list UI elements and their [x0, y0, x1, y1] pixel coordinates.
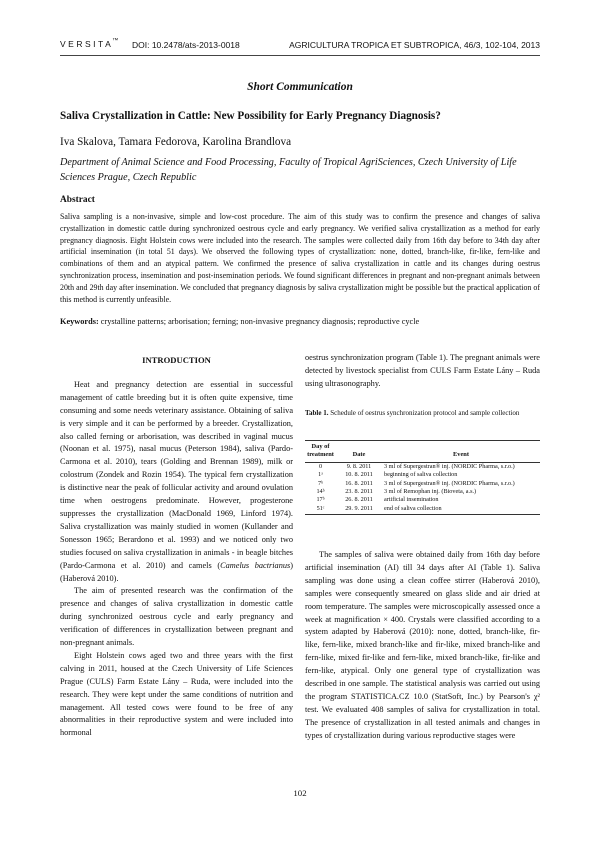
article-title: Saliva Crystallization in Cattle: New Possibility for Early Pregnancy Diagnosis? — [60, 110, 441, 122]
publisher-logo: VERSITA™ — [60, 38, 121, 49]
keywords — [60, 317, 540, 326]
table-row: 14ᵇ 23. 8. 2011 3 ml of Remophan inj. (Bioveta, a.s.) — [316, 488, 477, 496]
page-number: 102 — [293, 788, 307, 798]
table-header-cell: Day of treatment — [305, 441, 336, 463]
article-type: Short Communication — [247, 81, 353, 93]
table-row: 0 9. 8. 2011 3 ml of Supergestran® inj. (NORDIC Pharma, s.r.o.) — [318, 462, 515, 470]
right-column-top — [305, 352, 540, 391]
author-list: Iva Skalova, Tamara Fedorova, Karolina Brandlova — [60, 136, 292, 148]
table-row: 51ᶜ 29. 9. 2011 end of saliva collection — [305, 505, 540, 515]
doi-text: DOI: 10.2478/ats-2013-0018 — [132, 40, 240, 50]
table-row: 17ᵇ 26. 8. 2011 artificial insemination — [316, 496, 439, 504]
keywords-label: Keywords: — [60, 317, 99, 326]
paragraph: Heat and pregnancy detection are essential in successful management of cattle breeding but it is often quite expensive, time consuming and some needs veterinary assistance. Obtaining of saliva is very simple and it can be performed by a breeder. Crystallization, also called ferning or arborisation, was described in vaginal mucus (Noonan et al. 1975), nasal mucus (Peterson 1984), saliva (Pardo-Carmona et al. 2010), tears (Golding and Brennan 1989), milk or colostrum (Zondek and Rozin 1954). The typical fern crystallization is distinctive near the peak of follicular activity and around ovulation time when oestrogens predominate. However, progesterone suppresses the crystallization (MacDonald 1969, Linford 1974). Saliva crystallization was mainly studied in women (Kullander and Sonesson 1965; Berardono et al. 1993) and we noticed only two studies focused on saliva crystallization in animals - in beagle bitches (Pardo-Carmona et al. 2010) and camels (Camelus bactrianus) (Haberová 2010). — [60, 379, 293, 583]
paragraph-continued: oestrus synchronization program (Table 1). The pregnant animals were detected by livestock specialist from CULS Farm Estate Lány – Ruda using ultrasonography. — [305, 353, 540, 388]
table-row: 1ᵃ 10. 8. 2011 beginning of saliva collection — [318, 471, 458, 479]
section-heading-introduction: INTRODUCTION — [142, 355, 211, 365]
right-column-bottom — [305, 549, 540, 743]
running-header — [60, 37, 540, 53]
table-header-cell: Event — [382, 441, 540, 463]
paragraph: The samples of saliva were obtained daily from 16th day before artificial insemination (AI) till 34 days after AI (Table 1). Saliva sampling was done using a clean coffee stirrer (Haberová 2010), samples were consequently smeared on glass slide and air dried at room temperature. The samples were microscopically assessed once a week at magnification × 400. Crystals were classified according to a system adapted by Haberová (2010): none, dotted, branch-like, fir-like, fern-like, mixed branch-like and fir-like, mixed branch-like and fern-like, mixed fir-like and fern-like, mixed branch-like, fir-like and fern-like, atypical. Only one general type of crystallization was described in one sample. The statistical analysis was carried out using the program STATISTICA.CZ 10.0 (StatSoft, Inc.) by Pearson's χ² test. We evaluated 408 samples of saliva for crystallization in total. The presence of crystallization in all tested animals and changes in types of crystallization during various reproductive stages were — [305, 550, 540, 740]
header-divider — [60, 55, 540, 56]
abstract-text: Saliva sampling is a non-invasive, simple and low-cost procedure. The aim of this study was to confirm the presence and changes of saliva crystallization in domestic cattle during synchronized oestrous cycle and early pregnancy. We verified saliva crystallization as a method for early pregnancy diagnosis. Eight Holstein cows were included into the research. The samples were collected daily from 16th day before to 34th day after artificial insemination (in total 51 days). We observed the following types of crystallization: none, dotted, branch-like, fir-like, fern-like and combinations of them and an atypical pattern. We confirmed the presence of saliva crystallization in cattle and its changes during oestrus synchronization process, insemination and post-insemination periods. We found significant differences in pregnant and non-pregnant animals between 20th and 29th day after insemination. We concluded that pregnancy diagnosis by saliva crystallization might be possible but the practical application of this method is currently unfeasible. — [60, 212, 540, 304]
paragraph: The aim of presented research was the confirmation of the presence and changes of saliva crystallization in domestic cattle during synchronized oestrous cycle and early pregnancy and verification of differences in crystallization between pregnant and non-pregnant animals. — [60, 586, 293, 648]
table-header-row — [305, 441, 540, 463]
left-column — [60, 354, 293, 740]
table-row: 7ᵇ 16. 8. 2011 3 ml of Supergestran® inj. (NORDIC Pharma, s.r.o.) — [317, 479, 515, 487]
keywords-list: crystalline patterns; arborisation; ferning; non-invasive pregnancy diagnosis; reproductive cycle — [100, 317, 420, 326]
table-caption: Table 1. Schedule of oestrus synchronization protocol and sample collection — [305, 409, 520, 417]
table-header-cell: Date — [336, 441, 382, 463]
schedule-table — [305, 440, 540, 515]
paragraph: Eight Holstein cows aged two and three years with the first calving in 2011, housed at the Czech University of Life Sciences Prague (CULS) Farm Estate Lány – Ruda, were included into the research. They were kept under the same conditions of nutrition and management. All tested cows were found to be free of any abnormalities in their reproductive system and were included into hormonal — [60, 650, 293, 738]
journal-citation: AGRICULTURA TROPICA ET SUBTROPICA, 46/3, 102-104, 2013 — [289, 40, 540, 50]
affiliation: Department of Animal Science and Food Processing, Faculty of Tropical AgriSciences, Czech University of Life Sciences Prague, Czech Republic — [60, 157, 517, 183]
abstract-heading: Abstract — [60, 195, 95, 205]
